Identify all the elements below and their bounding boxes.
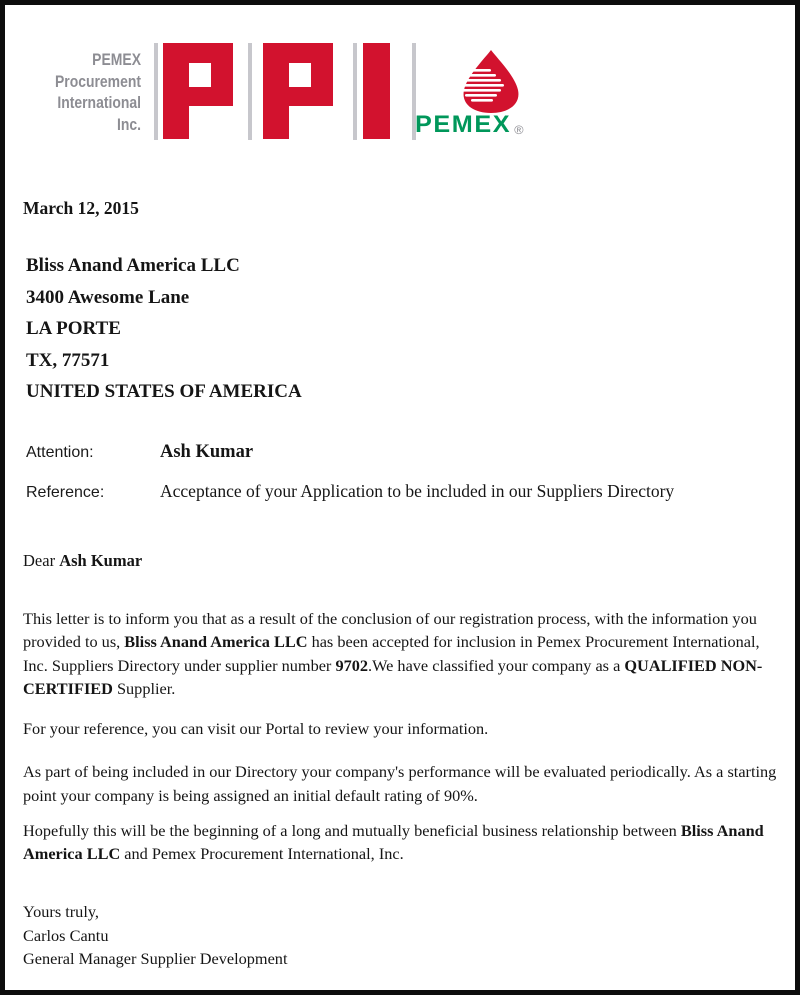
- pemex-eagle-drop-icon: [455, 48, 527, 114]
- reference-row: [26, 481, 674, 502]
- attention-value: Ash Kumar: [160, 442, 254, 462]
- attention-row: [26, 442, 253, 463]
- ppi-org-name: [44, 49, 141, 135]
- recipient-line: TX, 77571: [26, 349, 110, 371]
- letter-body: [23, 607, 786, 883]
- recipient-line: UNITED STATES OF AMERICA: [26, 381, 302, 402]
- recipient-address-block: [26, 250, 302, 408]
- divider-bar: [248, 43, 252, 140]
- org-line: International: [57, 93, 141, 112]
- reference-value: Acceptance of your Application to be included in our Suppliers Directory: [160, 481, 675, 501]
- org-line: Procurement: [55, 71, 141, 91]
- body-paragraph: Hopefully this will be the beginning of a long and mutually beneficial business relationship between Bliss Anand America LLC and Pemex Procurement International, Inc.: [23, 821, 764, 864]
- divider-bar: [353, 43, 357, 140]
- ppi-letter-p: [263, 43, 333, 139]
- body-paragraph: As part of being included in our Directory your company's performance will be evaluated periodically. As a starting point your company is being assigned an initial default rating of 90%.: [23, 762, 777, 805]
- closing-line: Yours truly,: [23, 902, 99, 921]
- divider-bar: [154, 43, 158, 140]
- letter-date: March 12, 2015: [23, 198, 139, 218]
- ppi-letter-p: [163, 43, 233, 139]
- recipient-line: Bliss Anand America LLC: [26, 255, 240, 276]
- registered-trademark-symbol: ®: [514, 123, 524, 137]
- closing-block: [23, 900, 287, 971]
- ppi-logo: [147, 42, 419, 142]
- pemex-wordmark: [415, 111, 524, 139]
- ppi-letter-i: [363, 43, 390, 139]
- recipient-line: 3400 Awesome Lane: [26, 286, 190, 308]
- recipient-line: LA PORTE: [26, 318, 121, 339]
- attention-label: Attention:: [26, 444, 94, 461]
- closing-line: General Manager Supplier Development: [23, 949, 288, 968]
- salutation: Dear Ash Kumar: [23, 551, 143, 570]
- pemex-wordmark-text: PEMEX: [415, 111, 512, 138]
- org-line: PEMEX: [92, 50, 141, 69]
- body-paragraph: This letter is to inform you that as a result of the conclusion of our registration process, with the information you provided to us, Bliss Anand America LLC has been accepted for inclusion in Pemex Procurement International, Inc. Suppliers Directory under supplier number 9702.We have classified your company as a QUALIFIED NON-CERTIFIED Supplier.: [23, 609, 763, 698]
- reference-label: Reference:: [26, 484, 105, 501]
- closing-line: Carlos Cantu: [23, 925, 109, 945]
- body-paragraph: For your reference, you can visit our Portal to review your information.: [23, 719, 489, 739]
- org-line: Inc.: [116, 114, 141, 134]
